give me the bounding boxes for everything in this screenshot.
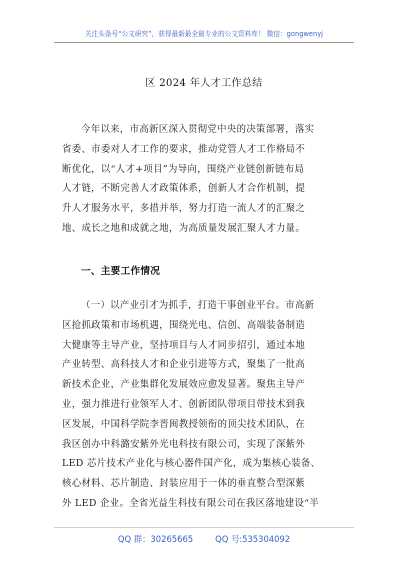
paragraph-line: 产业转型、高科技人才和企业引进等方式，聚集了一批高 [62, 359, 306, 371]
header-divider [54, 42, 354, 43]
paragraph-line: 省委、市委对人才工作的要求，推动党管人才工作格局不 [62, 143, 306, 155]
paragraph-line: 外 LED 企业。全省光益生科技有限公司在我区落地建设“半 [62, 497, 320, 509]
paragraph-line: 新技术企业，产业集群化发展效应愈发显著。聚焦主导产 [62, 379, 306, 391]
paragraph-line: 断优化，以“人才+项目”为导向，围绕产业链创新链布局 [62, 163, 305, 175]
intro-paragraph [62, 120, 352, 239]
paragraph-line: 业，强力推进行业领军人才、创新团队带项目带技术到我 [62, 398, 306, 410]
paragraph-line: 升人才服务水平，多措并举，努力打造一流人才的汇聚之 [62, 203, 306, 215]
paragraph-line: 大健康等主导产业，坚持项目与人才同步招引，通过本地 [62, 339, 306, 351]
section-heading: 一、主要工作情况 [81, 266, 161, 277]
footer-divider [54, 527, 354, 528]
footer-qq-group: QQ 群：30265665 [117, 534, 194, 544]
section-paragraph [62, 296, 352, 514]
paragraph-line: 核心材料、芯片制造、封装应用于一体的垂直整合型深紫 [62, 478, 306, 490]
paragraph-line: （一）以产业引才为抓手，打造干事创业平台。市高新 [81, 300, 315, 311]
paragraph-line: 我区创办中科潞安紫外光电科技有限公司，实现了深紫外 [62, 438, 306, 450]
paragraph-line: 人才链，不断完善人才政策体系，创新人才合作机制，提 [62, 183, 306, 195]
document-title: 区 2024 年人才工作总结 [145, 78, 263, 89]
footer-contact [0, 533, 408, 545]
paragraph-line: 今年以来，市高新区深入贯彻党中央的决策部署，落实 [81, 124, 315, 135]
footer-qq-number: QQ 号:535304092 [215, 534, 291, 544]
paragraph-line: 地、成长之地和成就之地，为高质量发展汇聚人才力量。 [62, 222, 306, 234]
header-banner: 关注头条号“公文研究”，获得最新最全最专业的公文资料库！ 微信：gongwenyj [84, 30, 324, 38]
paragraph-line: 区抢抓政策和市场机遇，围绕光电、信创、高端装备制造 [62, 319, 306, 331]
paragraph-line: LED 芯片技术产业化与核心器件国产化，成为集核心装备、 [62, 458, 321, 470]
paragraph-line: 区发展，中国科学院李晋闽教授领衔的顶尖技术团队，在 [62, 418, 306, 430]
